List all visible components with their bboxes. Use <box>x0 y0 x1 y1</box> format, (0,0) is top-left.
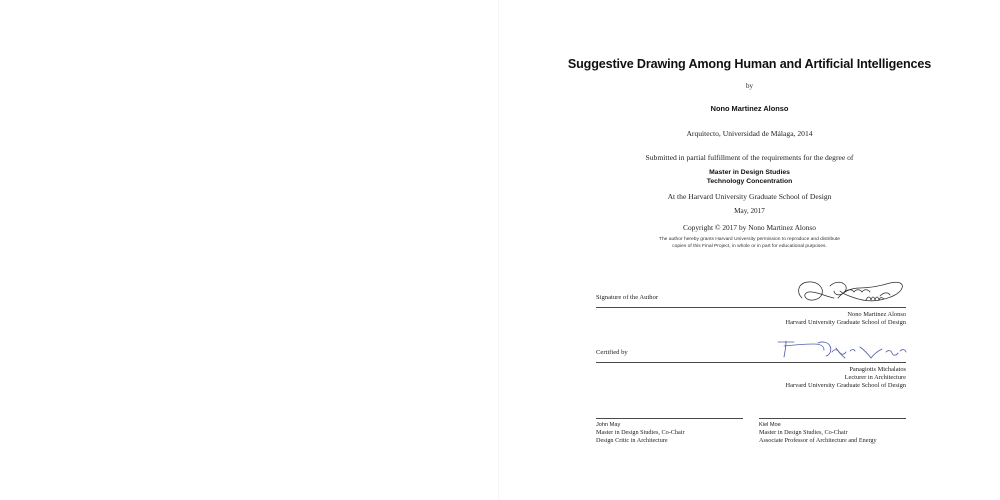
committee-member-right-role-2: Associate Professor of Architecture and Energy <box>759 436 877 444</box>
author-signature-ink <box>794 278 906 308</box>
committee-block <box>596 418 906 444</box>
permission-note <box>499 237 1000 250</box>
page-title: Suggestive Drawing Among Human and Artificial Intelligences <box>567 57 932 71</box>
degree-block <box>499 168 1000 186</box>
date-line: May, 2017 <box>734 207 765 215</box>
degree-name: Master in Design Studies <box>709 169 790 176</box>
committee-rule-left <box>596 418 743 419</box>
committee-member-right-role-1: Master in Design Studies, Co-Chair <box>759 429 848 437</box>
signature-credit-author <box>785 311 906 327</box>
degree-concentration: Technology Concentration <box>706 178 793 186</box>
advisor-signature-ink <box>774 338 908 364</box>
permission-note-line-1: The author hereby grants Harvard University permission to reproduce and distribute <box>658 237 841 242</box>
committee-rule-right <box>759 418 906 419</box>
page-left-blank <box>0 0 498 500</box>
signature-credit-advisor-line-3: Harvard University Graduate School of Design <box>785 381 906 389</box>
signature-label-advisor: Certified by <box>596 349 628 356</box>
signature-block-advisor <box>596 349 906 393</box>
by-label: by <box>746 82 753 90</box>
committee-member-left-name: John May <box>596 422 621 428</box>
committee-member-right-name: Kiel Moe <box>759 422 781 428</box>
committee-member-left-role-2: Design Critic in Architecture <box>596 436 668 444</box>
signature-credit-advisor-line-2: Lecturer in Architecture <box>844 373 906 381</box>
submission-statement: Submitted in partial fulfillment of the requirements for the degree of <box>645 153 854 162</box>
signature-credit-author-line-2: Harvard University Graduate School of Design <box>785 318 906 326</box>
signature-credit-advisor-line-1: Panagiotis Michalatos <box>849 366 906 373</box>
signature-label-author: Signature of the Author <box>596 294 659 301</box>
page-right-title-page <box>499 0 1000 500</box>
permission-note-line-2: copies of this Final Project, in whole or in part for educational purposes. <box>672 243 827 249</box>
committee-member-right <box>759 418 906 444</box>
signature-block-author <box>596 294 906 334</box>
signature-credit-advisor <box>785 366 906 389</box>
author-name: Nono Martinez Alonso <box>710 104 789 113</box>
institution-line: At the Harvard University Graduate School of Design <box>667 192 832 201</box>
prior-degree-line: Arquitecto, Universidad de Málaga, 2014 <box>686 129 813 138</box>
copyright-line: Copyright © 2017 by Nono Martinez Alonso <box>683 223 816 232</box>
signature-rule-author <box>596 307 906 308</box>
committee-member-left-role-1: Master in Design Studies, Co-Chair <box>596 429 685 437</box>
signature-credit-author-line-1: Nono Martinez Alonso <box>847 311 906 318</box>
signature-rule-advisor <box>596 362 906 363</box>
committee-member-left <box>596 418 743 444</box>
